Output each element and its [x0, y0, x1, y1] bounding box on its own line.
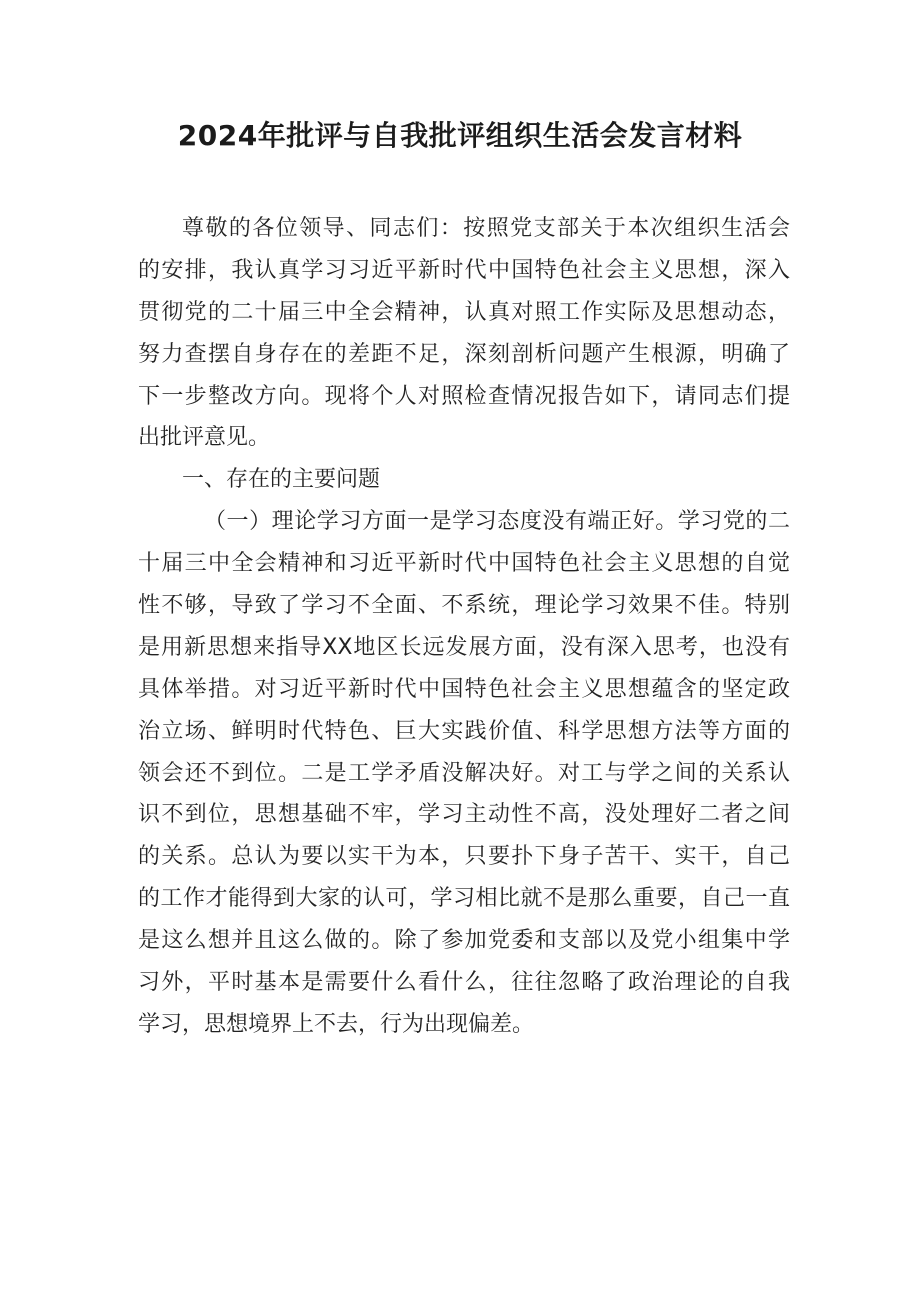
section1-line: 领会还不到位。二是工学矛盾没解决好。对工与学之间的关系认 [138, 760, 790, 786]
section1-line: 习外，平时基本是需要什么看什么，往往忽略了政治理论的自我 [138, 970, 790, 996]
intro-line: 出批评意见。 [138, 425, 271, 451]
section1-line: （一）理论学习方面一是学习态度没有端正好。学习党的二 [204, 509, 790, 535]
section1-line: 是用新思想来指导XX地区长远发展方面，没有深入思考，也没有 [138, 634, 790, 660]
intro-line: 尊敬的各位领导、同志们：按照党支部关于本次组织生活会 [182, 216, 790, 241]
intro-line: 贯彻党的二十届三中全会精神，认真对照工作实际及思想动态， [138, 299, 790, 325]
section1-line: 具体举措。对习近平新时代中国特色社会主义思想蕴含的坚定政 [138, 676, 790, 702]
section-heading: 一、存在的主要问题 [182, 467, 381, 493]
section1-line: 识不到位，思想基础不牢，学习主动性不高，没处理好二者之间 [138, 802, 790, 828]
intro-line: 努力查摆自身存在的差距不足，深刻剖析问题产生根源，明确了 [138, 341, 790, 367]
section1-line: 学习，思想境界上不去，行为出现偏差。 [138, 1011, 535, 1037]
section1-line: 十届三中全会精神和习近平新时代中国特色社会主义思想的自觉 [138, 551, 790, 577]
document-body [138, 208, 790, 1046]
document-title: 2024年批评与自我批评组织生活会发言材料 [177, 119, 743, 152]
section1-line: 的关系。总认为要以实干为本，只要扑下身子苦干、实干，自己 [138, 844, 790, 870]
section1-line: 是这么想并且这么做的。除了参加党委和支部以及党小组集中学 [138, 928, 790, 954]
intro-line: 下一步整改方向。现将个人对照检查情况报告如下，请同志们提 [138, 383, 790, 409]
section1-line: 性不够，导致了学习不全面、不系统，理论学习效果不佳。特别 [138, 593, 790, 619]
intro-line: 的安排，我认真学习习近平新时代中国特色社会主义思想，深入 [138, 257, 790, 283]
section1-line: 的工作才能得到大家的认可，学习相比就不是那么重要，自己一直 [138, 886, 790, 912]
section1-line: 治立场、鲜明时代特色、巨大实践价值、科学思想方法等方面的 [138, 718, 790, 744]
